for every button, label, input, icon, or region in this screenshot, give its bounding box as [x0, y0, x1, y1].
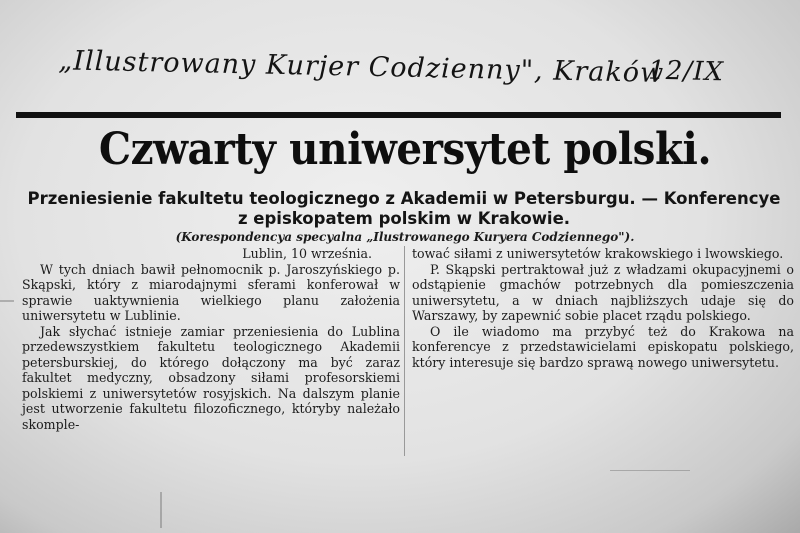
article-subheadline: Przeniesienie fakultetu teologicznego z Akademii w Petersburgu. — Konferencye z episkopatem polskim w Krakowie.: [27, 189, 781, 228]
paragraph: O ile wiadomo ma przybyć też do Krakowa na konferencye z przedstawicielami episkopatu polskiego, który interesuje się bardzo sprawą nowego uniwersytetu.: [412, 323, 794, 370]
dateline: Lublin, 10 września.: [242, 246, 372, 261]
newspaper-clipping: [10, 112, 794, 462]
handwritten-date: 12/IX: [647, 55, 725, 88]
correspondence-line: (Korespondencya specyalna „Ilustrowanego Kuryera Codziennego").: [175, 230, 635, 244]
paragraph: W tych dniach bawił pełnomocnik p. Jaroszyńskiego p. Skąpski, który z miarodajnymi sferami konferował w sprawie uaktywnienia wielkiego planu założenia uniwersytetu w Lublinie.: [22, 261, 400, 323]
scratch-mark: [610, 470, 690, 471]
article-headline: Czwarty uniwersytet polski.: [98, 124, 712, 175]
handwritten-source: „Illustrowany Kurjer Codzienny", Kraków: [58, 45, 665, 89]
paragraph: tować siłami z uniwersytetów krakowskiego i lwowskiego.: [412, 246, 784, 261]
scratch-mark: [160, 492, 162, 528]
paragraph: P. Skąpski pertraktował już z władzami okupacyjnemi o odstąpienie gmachów potrzebnych dla pomieszczenia uniwersytetu, a w dniach najbliższych udaje się do Warszawy, by zapewnić sobie placet rządu polskiego.: [412, 261, 794, 323]
column-divider: [404, 246, 405, 456]
paragraph: Jak słychać istnieje zamiar przeniesienia do Lublina przedewszystkiem fakultetu teologicznego Akademii petersburskiej, do którego dołączony ma być zaraz fakultet medyczny, obsadzony siłami profesorskiemi polskiemi z uniwersytetów rosyjskich. Na dalszym planie jest utworzenie fakultetu filozoficznego, któryby należało skomple-: [22, 323, 400, 432]
column-right: [412, 246, 794, 370]
handwritten-annotation: [57, 45, 725, 118]
top-rule: [16, 112, 781, 118]
column-left: [22, 246, 400, 432]
